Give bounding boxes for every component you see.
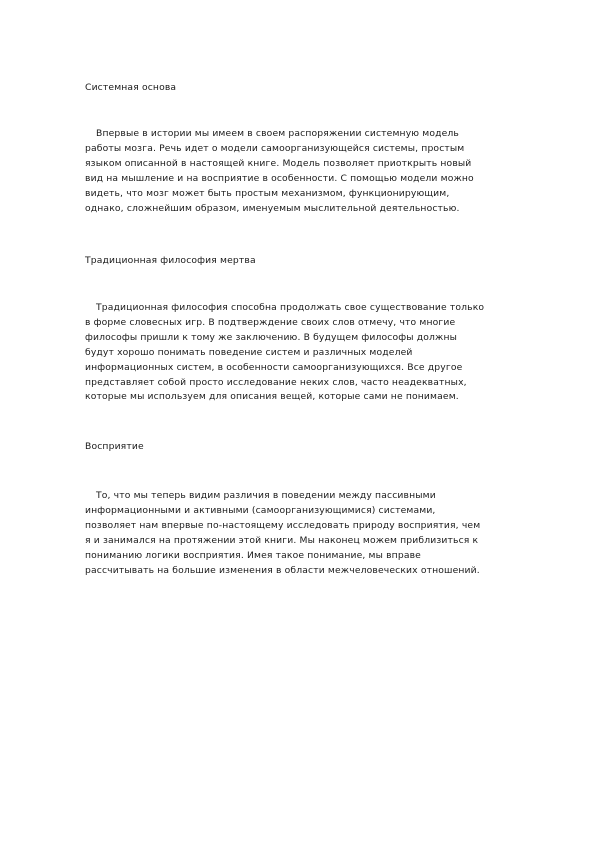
section-heading-philosophy-dead: Традиционная философия мертва [85, 255, 256, 266]
paragraph-line: я и занимался на протяжении этой книги. Мы наконец можем приблизиться к [85, 534, 479, 546]
paragraph-line: информационными и активными (самоорганизующимися) системами, [85, 504, 436, 516]
section-heading-system-basis: Системная основа [85, 82, 177, 93]
paragraph-line: будут хорошо понимать поведение систем и различных моделей [85, 346, 413, 358]
paragraph-line: информационных систем, в особенности самоорганизующихся. Все другое [85, 361, 463, 373]
paragraph-line: представляет собой просто исследование неких слов, часто неадекватных, [85, 376, 467, 388]
paragraph-line: пониманию логики восприятия. Имея такое понимание, мы вправе [85, 549, 421, 561]
section-paragraph-philosophy-dead [85, 301, 484, 405]
section-paragraph-system-basis [85, 127, 474, 216]
paragraph-line: в форме словесных игр. В подтверждение своих слов отмечу, что многие [85, 316, 456, 328]
paragraph-line: То, что мы теперь видим различия в поведении между пассивными [96, 490, 436, 501]
paragraph-line: Впервые в истории мы имеем в своем распоряжении системную модель [96, 128, 459, 139]
section-paragraph-perception [85, 489, 480, 578]
paragraph-line: которые мы используем для описания вещей, которые сами не понимаем. [85, 391, 459, 403]
paragraph-line: вид на мышление и на восприятие в особенности. С помощью модели можно [85, 172, 474, 184]
paragraph-line: философы пришли к тому же заключению. В будущем философы должны [85, 331, 458, 343]
paragraph-line: видеть, что мозг может быть простым механизмом, функционирующим, [85, 187, 450, 199]
paragraph-line: языком описанной в настоящей книге. Модель позволяет приоткрыть новый [85, 157, 472, 169]
paragraph-line: позволяет нам впервые по-настоящему исследовать природу восприятия, чем [85, 519, 481, 531]
paragraph-line: рассчитывать на большие изменения в области межчеловеческих отношений. [85, 564, 480, 576]
section-heading-perception: Восприятие [85, 441, 144, 452]
paragraph-line: однако, сложнейшим образом, именуемым мыслительной деятельностью. [85, 202, 460, 214]
paragraph-line: Традиционная философия способна продолжать свое существование только [96, 302, 485, 313]
paragraph-line: работы мозга. Речь идет о модели самоорганизующейся системы, простым [85, 142, 465, 154]
